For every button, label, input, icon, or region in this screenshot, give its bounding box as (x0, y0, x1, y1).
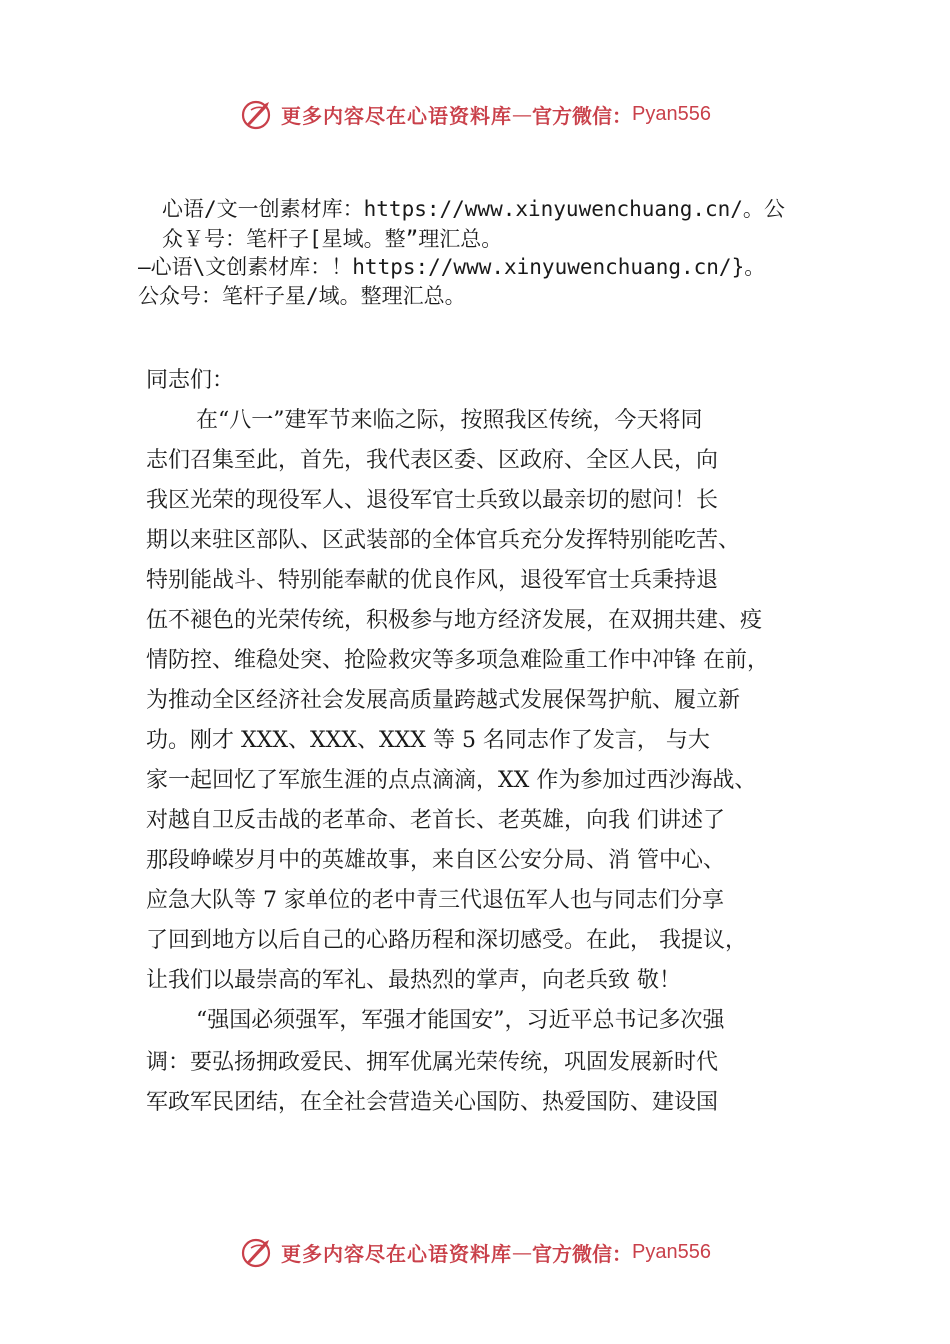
paragraph-line: 伍不褪色的光荣传统，积极参与地方经济发展，在双拥共建、疫 (146, 608, 763, 633)
paragraph-line: 调：要弘扬拥政爱民、拥军优属光荣传统，巩固发展新时代 (146, 1050, 719, 1075)
watermark-wechat-id: Pyan556 (632, 102, 711, 125)
paragraph-line: “强国必须强军，军强才能国安”，习近平总书记多次强 (196, 1008, 725, 1033)
preface-line: 心语/文一创素材库：https://www.xinyuwenchuang.cn/。公 (162, 197, 785, 221)
header-watermark (0, 94, 950, 134)
quill-logo-icon (239, 96, 275, 132)
footer-watermark (0, 1232, 950, 1272)
watermark-separator: — (512, 1240, 533, 1264)
watermark-text: 更多内容尽在心语资料库 (281, 103, 513, 128)
watermark-separator: — (512, 102, 533, 126)
paragraph-line: 应急大队等 7 家单位的老中青三代退伍军人也与同志们分享 (146, 888, 724, 913)
paragraph-line: 军政军民团结，在全社会营造关心国防、热爱国防、建设国 (146, 1090, 719, 1115)
paragraph-line: 情防控、维稳处突、抢险救灾等多项急难险重工作中冲锋 在前， (146, 648, 769, 673)
paragraph-line: 了回到地方以后自己的心路历程和深切感受。在此， 我提议， (146, 928, 747, 953)
watermark-wechat-label: 官方微信： (532, 103, 633, 128)
paragraph-line: 为推动全区经济社会发展高质量跨越式发展保驾护航、履立新 (146, 688, 741, 713)
salutation: 同志们： (146, 368, 235, 393)
paragraph-line: 对越自卫反击战的老革命、老首长、老英雄，向我 们讲述了 (146, 808, 725, 833)
preface-line: 众￥号：笔杆子[星域。整”理汇总。 (162, 227, 503, 251)
paragraph-line: 志们召集至此，首先，我代表区委、区政府、全区人民，向 (146, 448, 719, 473)
paragraph-line: 功。刚才 XXX、XXX、XXX 等 5 名同志作了发言， 与大 (146, 728, 710, 753)
paragraph-line: 家一起回忆了军旅生涯的点点滴滴，XX 作为参加过西沙海战、 (146, 768, 757, 793)
watermark-wechat-id: Pyan556 (632, 1240, 711, 1263)
paragraph-line: 那段峥嵘岁月中的英雄故事，来自区公安分局、消 管中心、 (146, 848, 725, 873)
paragraph-line: 在“八一”建军节来临之际，按照我区传统，今天将同 (196, 408, 703, 433)
quill-logo-icon (239, 1234, 275, 1270)
paragraph-line: 我区光荣的现役军人、退役军官士兵致以最亲切的慰问！长 (146, 488, 719, 513)
watermark-wechat-label: 官方微信： (532, 1241, 633, 1266)
paragraph-line: 让我们以最崇高的军礼、最热烈的掌声，向老兵致 敬！ (146, 968, 681, 993)
paragraph-line: 期以来驻区部队、区武装部的全体官兵充分发挥特别能吃苦、 (146, 528, 741, 553)
paragraph-line: 特别能战斗、特别能奉献的优良作风，退役军官士兵秉持退 (146, 568, 719, 593)
preface-line: —心语\文创素材库：！https://www.xinyuwenchuang.cn/}。 (138, 255, 766, 279)
watermark-text: 更多内容尽在心语资料库 (281, 1241, 513, 1266)
preface-line: 公众号：笔杆子星/域。整理汇总。 (138, 284, 466, 308)
